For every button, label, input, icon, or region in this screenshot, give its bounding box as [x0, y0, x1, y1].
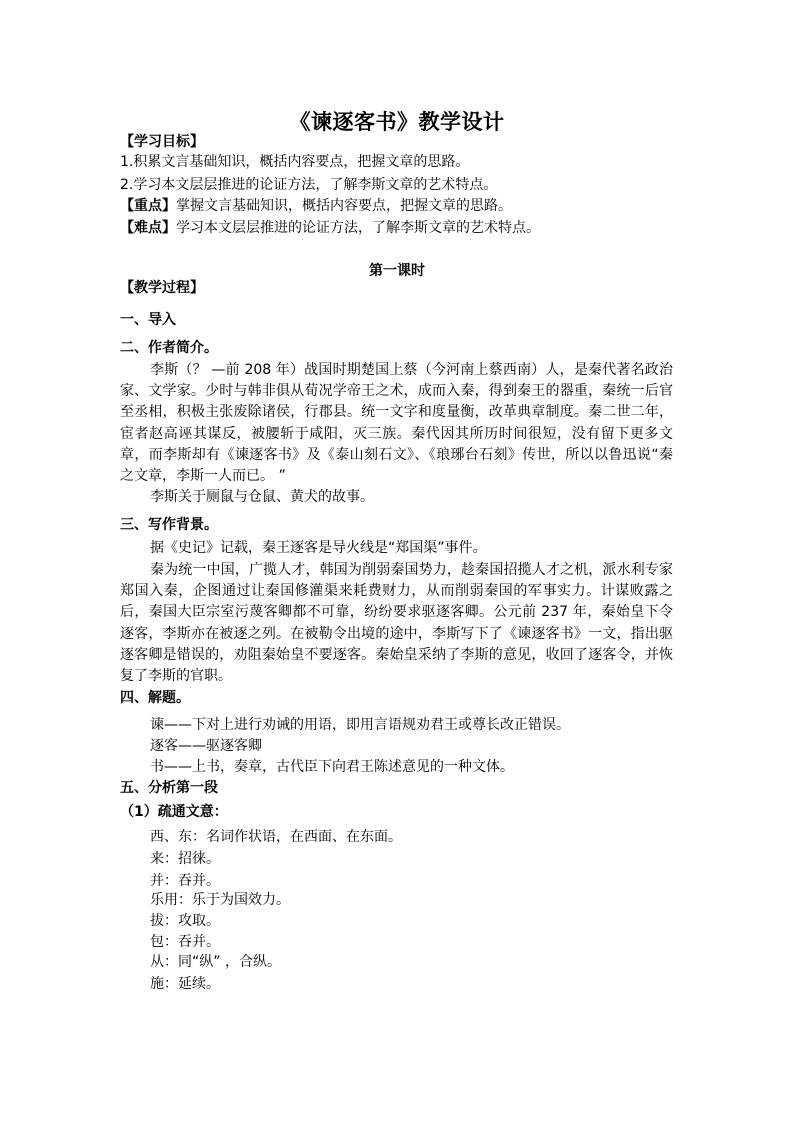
objectives-heading: 【学习目标】: [120, 134, 204, 150]
document-title: 《谏逐客书》教学设计: [289, 110, 505, 134]
title-explain-line-2: 逐客——驱逐客卿: [150, 738, 262, 754]
title-explain-line-3: 书——上书，奏章，古代臣下向君王陈述意见的一种文体。: [150, 759, 514, 775]
difficulty: [120, 218, 540, 238]
vocab-item: 西、东：名词作状语，在西面、在东面。: [150, 829, 402, 845]
section-background: 三、写作背景。: [120, 517, 218, 533]
key-point-text: 掌握文言基础知识，概括内容要点，把握文章的思路。: [176, 198, 512, 214]
background-line: 据《史记》记载，秦王逐客是导火线是“郑国渠”事件。: [150, 540, 487, 556]
author-paragraph: 李斯（？ —前 208 年）战国时期楚国上蔡（今河南上蔡西南）人，是秦代著名政治家、文学家。少时与韩非俱从荀况学帝王之术，成而入秦，得到秦王的器重，秦统一后官至丞相，积极主张废除诸侯，行郡县。统一文字和度量衡，改革典章制度。秦二世二年，宦者赵高诬其谋反，被腰斩于咸阳，灭三族。秦代因其所历时间很短，没有留下更多文章，而李斯却有《谏逐客书》及《泰山刻石文》、《琅琊台石刻》传世，所以以鲁迅说“秦之文章，李斯一人而已。 ”: [120, 362, 673, 485]
key-point-label: 【重点】: [120, 198, 176, 214]
difficulty-text: 学习本文层层推进的论证方法，了解李斯文章的艺术特点。: [176, 220, 540, 236]
subsection-1: （1）疏通文意：: [120, 804, 228, 820]
title-explain-line-1: 谏——下对上进行劝诫的用语，即用言语规劝君王或尊长改正错误。: [150, 717, 570, 733]
lesson-label: 第一课时: [369, 263, 425, 279]
section-author: 二、作者简介。: [120, 340, 218, 356]
objective-item-2: 2.学习本文层层推进的论证方法，了解李斯文章的艺术特点。: [120, 177, 498, 193]
vocab-item: 来：招徕。: [150, 851, 220, 867]
section-analysis: 五、分析第一段: [120, 780, 218, 796]
objective-item-1: 1.积累文言基础知识，概括内容要点，把握文章的思路。: [120, 154, 470, 170]
key-point: [120, 196, 512, 216]
section-title-explain: 四、解题。: [120, 690, 190, 706]
vocab-item: 拔：攻取。: [150, 913, 220, 929]
author-story: 李斯关于厕鼠与仓鼠、黄犬的故事。: [150, 489, 374, 505]
vocab-item: 施：延续。: [150, 976, 220, 992]
section-intro: 一、导入: [120, 312, 176, 328]
vocab-item: 乐用：乐于为国效力。: [150, 892, 290, 908]
vocab-item: 并：吞并。: [150, 873, 220, 889]
difficulty-label: 【难点】: [120, 220, 176, 236]
process-heading: 【教学过程】: [120, 280, 204, 296]
vocab-item: 包：吞并。: [150, 934, 220, 950]
vocab-item: 从：同“纵” ，合纵。: [150, 954, 281, 970]
background-paragraph: 秦为统一中国，广揽人才，韩国为削弱秦国势力，趁秦国招揽人才之机，派水利专家郑国入秦，企图通过让秦国修灌渠来耗费财力，从而削弱秦国的军事实力。计谋败露之后，秦国大臣宗室污蔑客卿都不可靠，纷纷要求驱逐客卿。公元前 237 年，秦始皇下令逐客，李斯亦在被逐之列。在被勒令出境的途中，李斯写下了《谏逐客书》一文，指出驱逐客卿是错误的，劝阻秦始皇不要逐客。秦始皇采纳了李斯的意见，收回了逐客令，并恢复了李斯的官职。: [120, 562, 673, 685]
